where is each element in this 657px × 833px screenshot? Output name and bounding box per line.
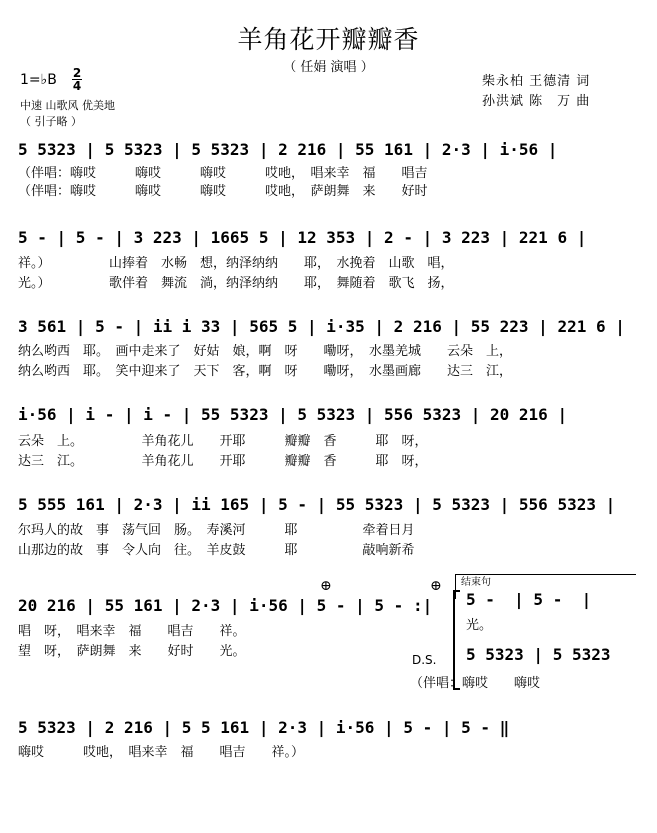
ending-notation-1: 5 - | 5 - | [466,590,592,609]
lyricist-credit: 柴永柏 王德清 词 [482,74,591,89]
ending-label: 结束句 [461,577,491,588]
notation-line-3: 3 561 | 5 - | ii i 33 | 565 5 | i·35 | 2 216 | 55 223 | 221 6 | [18,317,625,336]
lyric-line-2-verse-1: 祥。） 山捧着 水畅 想，纳泽纳纳 耶， 水挽着 山歌 唱， [18,256,454,271]
lyric-line-3-verse-2: 纳么哟西 耶。 笑中迎来了 天下 客，啊 呀 嘞呀， 水墨画廊 达三 江， [18,364,513,379]
time-signature-bottom: 4 [72,79,82,93]
lyric-line-1-verse-1: （伴唱：嗨哎 嗨哎 嗨哎 哎吔， 唱来幸 福 唱吉 [18,166,428,181]
notation-line-4: i·56 | i - | i - | 55 5323 | 5 5323 | 556 5323 | 20 216 | [18,405,568,424]
time-signature [72,67,82,92]
notation-line-1: 5 5323 | 5 5323 | 5 5323 | 2 216 | 55 161 | 2·3 | i·56 | [18,140,558,159]
lyric-line-5-verse-1: 尔玛人的故 事 荡气回 肠。 寿溪河 耶 牵着日月 [18,523,415,538]
notation-line-5: 5 555 161 | 2·3 | ii 165 | 5 - | 55 5323 | 5 5323 | 556 5323 | [18,495,616,514]
dal-segno-marking: D.S. [412,653,437,667]
key-signature: 1=♭B [20,72,57,88]
intro-note: （ 引子略 ） [20,115,82,128]
lyric-line-6-verse-2: 望 呀， 萨朗舞 来 好时 光。 [18,644,246,659]
tempo-marking: 中速 山歌风 优美地 [20,99,115,112]
notation-line-2: 5 - | 5 - | 3 223 | 1665 5 | 12 353 | 2 - | 3 223 | 221 6 | [18,228,587,247]
time-signature-top: 2 [72,66,82,80]
lyric-line-1-verse-2: （伴唱：嗨哎 嗨哎 嗨哎 哎吔， 萨朗舞 来 好时 [18,184,428,199]
song-title: 羊角花开瓣瓣香 [237,25,420,54]
coda-sign: ⊕ [320,578,332,594]
coda-sign: ⊕ [430,578,442,594]
ending-lyric-1: 光。 [466,618,493,633]
composer-credit: 孙洪斌 陈 万 曲 [482,94,591,109]
lyric-line-6-verse-1: 唱 呀， 唱来幸 福 唱吉 祥。 [18,624,246,639]
ending-notation-2: 5 5323 | 5 5323 [466,645,611,664]
lyric-line-2-verse-2: 光。） 歌伴着 舞流 淌，纳泽纳纳 耶， 舞随着 歌飞 扬， [18,276,454,291]
lyric-line-7: 嗨哎 哎吔， 唱来幸 福 唱吉 祥。） [18,745,305,760]
lyric-line-5-verse-2: 山那边的故 事 令人向 往。 羊皮鼓 耶 敲响新希 [18,543,415,558]
notation-line-6: 20 216 | 55 161 | 2·3 | i·56 | 5 - | 5 - :| [18,596,433,615]
ending-lyric-2: （伴唱：嗨哎 嗨哎 [410,676,541,691]
singer-credit: （ 任娟 演唱 ） [283,60,374,75]
lyric-line-3-verse-1: 纳么哟西 耶。 画中走来了 好姑 娘，啊 呀 嘞呀， 水墨羌城 云朵 上， [18,344,513,359]
lyric-line-4-verse-2: 达三 江。 羊角花儿 开耶 瓣瓣 香 耶 呀， [18,454,428,469]
notation-line-7: 5 5323 | 2 216 | 5 5 161 | 2·3 | i·56 | 5 - | 5 - ‖ [18,718,510,737]
lyric-line-4-verse-1: 云朵 上。 羊角花儿 开耶 瓣瓣 香 耶 呀， [18,434,428,449]
